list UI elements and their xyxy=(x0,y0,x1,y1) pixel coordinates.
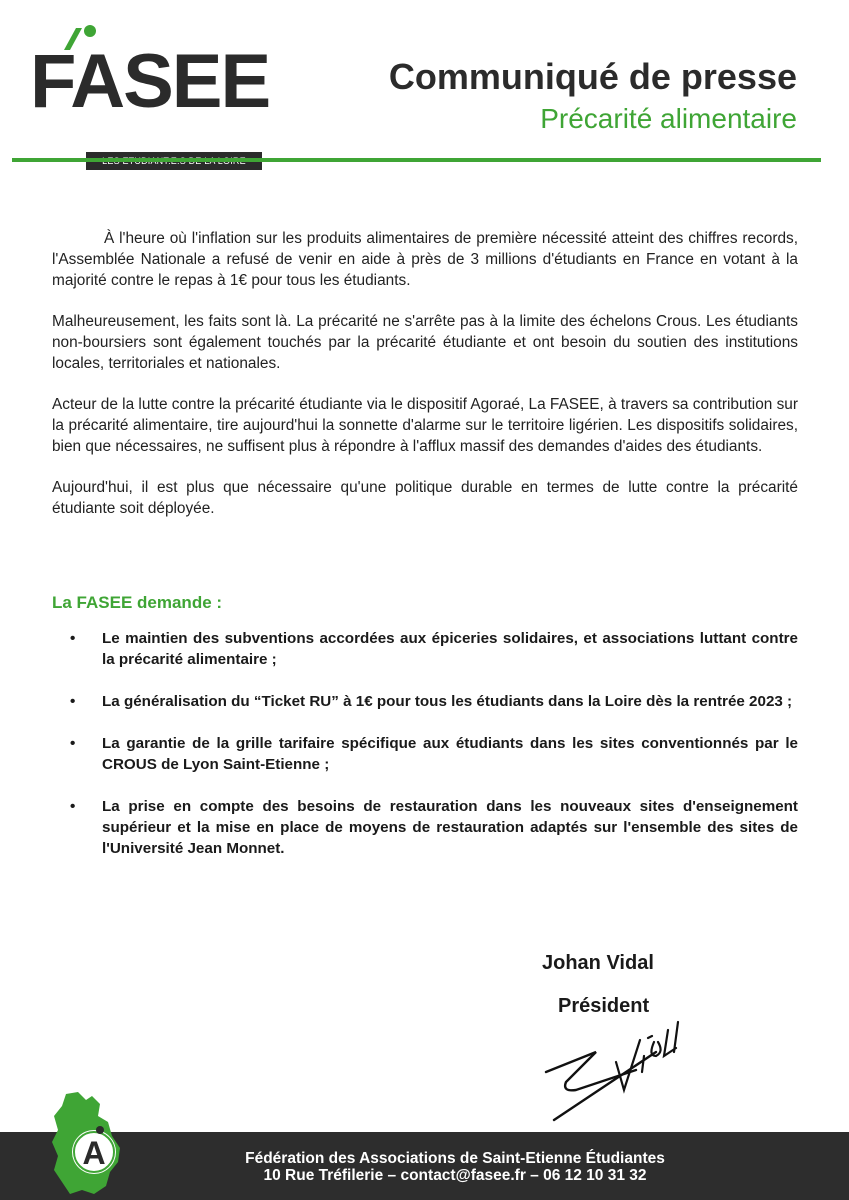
bullet-icon: • xyxy=(70,735,76,752)
list-item xyxy=(52,733,798,775)
demand-text: La généralisation du “Ticket RU” à 1€ pour tous les étudiants dans la Loire dès la rentrée 2023 ; xyxy=(102,693,793,710)
footer-contact: 10 Rue Tréfilerie – contact@fasee.fr – 06 12 10 31 32 xyxy=(263,1167,647,1184)
handwritten-signature xyxy=(536,1012,696,1126)
page-subtitle: Précarité alimentaire xyxy=(540,103,797,134)
bullet-icon: • xyxy=(70,798,76,815)
paragraph: Acteur de la lutte contre la précarité étudiante via le dispositif Agoraé, La FASEE, à travers sa contribution sur la précarité alimentaire, tire aujourd'hui la sonnette d'alarme sur le territoire ligérien. Les dispositifs solidaires, bien que nécessaires, ne suffisent plus à répondre à l'afflux massif des demandes d'aides des étudiants. xyxy=(52,396,798,455)
demand-text: La prise en compte des besoins de restauration dans les nouveaux sites d'enseignement supérieur et la mise en place de moyens de restauration adaptés sur l'ensemble des sites de l'Université Jean Monnet. xyxy=(102,798,798,857)
demands-heading: La FASEE demande : xyxy=(52,593,223,612)
list-item xyxy=(52,628,798,670)
demands-list xyxy=(52,628,798,880)
header-divider xyxy=(12,158,821,162)
list-item xyxy=(52,691,798,712)
paragraph: À l'heure où l'inflation sur les produits alimentaires de première nécessité atteint des chiffres records, l'Assemblée Nationale a refusé de venir en aide à près de 3 millions d'étudiants en France en votant à la majorité contre le repas à 1€ pour tous les étudiants. xyxy=(52,230,798,289)
page-title: Communiqué de presse xyxy=(388,56,797,97)
bullet-icon: • xyxy=(70,693,76,710)
signatory-role: Président xyxy=(558,995,650,1017)
svg-text:A: A xyxy=(82,1135,106,1171)
signatory-name: Johan Vidal xyxy=(542,952,654,974)
list-item xyxy=(52,796,798,859)
loire-map-logo xyxy=(48,1090,128,1196)
logo-wordmark: FASEE xyxy=(30,39,270,124)
demand-text: La garantie de la grille tarifaire spécifique aux étudiants dans les sites conventionnés par le CROUS de Lyon Saint-Etienne ; xyxy=(102,735,798,773)
fasee-logo xyxy=(30,22,270,150)
press-release-body xyxy=(52,228,798,539)
demand-text: Le maintien des subventions accordées aux épiceries solidaires, et associations luttant contre la précarité alimentaire ; xyxy=(102,630,798,668)
paragraph: Aujourd'hui, il est plus que nécessaire qu'une politique durable en termes de lutte contre la précarité étudiante soit déployée. xyxy=(52,479,798,517)
bullet-icon: • xyxy=(70,630,76,647)
paragraph: Malheureusement, les faits sont là. La précarité ne s'arrête pas à la limite des échelons Crous. Les étudiants non-boursiers sont également touchés par la précarité étudiante et ont besoin du soutien des institutions locales, territoriales et nationales. xyxy=(52,313,798,372)
footer-organization: Fédération des Associations de Saint-Etienne Étudiantes xyxy=(245,1150,665,1167)
